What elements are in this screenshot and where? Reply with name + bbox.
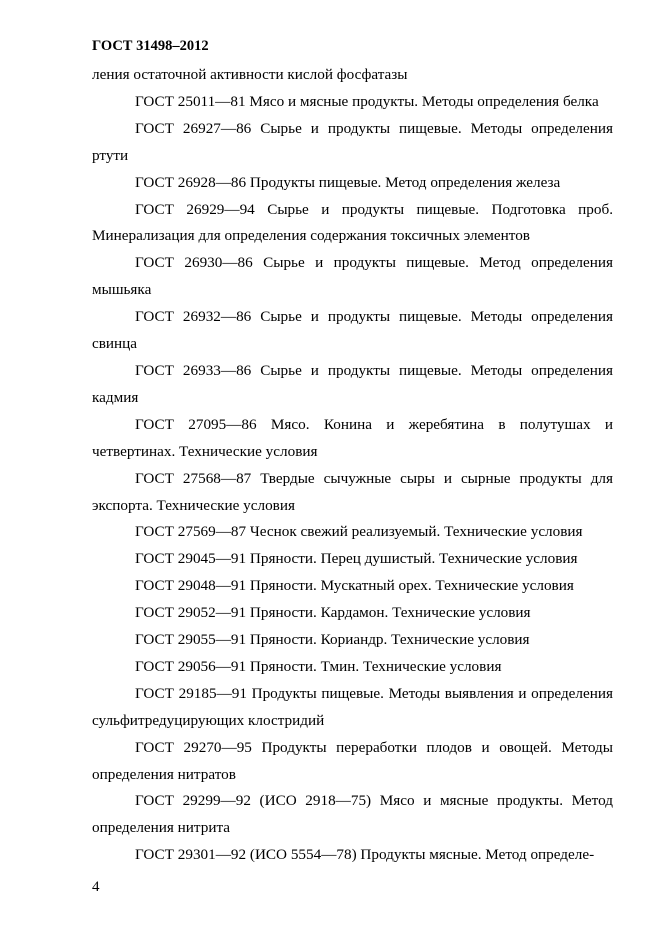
page-number: 4 [92,879,100,895]
reference-gost-26930: ГОСТ 26930—86 Сырье и продукты пищевые. Метод определения мышьяка [92,254,613,299]
paragraph-continuation: ления остаточной активности кислой фосфатазы [92,66,408,83]
reference-gost-27095: ГОСТ 27095—86 Мясо. Конина и жеребятина в полутушах и четвертинах. Технические условия [92,415,613,460]
reference-gost-29052: ГОСТ 29052—91 Пряности. Кардамон. Технические условия [135,604,531,622]
references-list [92,62,613,869]
reference-gost-26933: ГОСТ 26933—86 Сырье и продукты пищевые. Методы определения кадмия [92,361,613,406]
reference-gost-29270: ГОСТ 29270—95 Продукты переработки плодов и овощей. Методы определения нитратов [92,738,613,783]
reference-gost-29048: ГОСТ 29048—91 Пряности. Мускатный орех. Технические условия [135,577,574,595]
reference-gost-26929: ГОСТ 26929—94 Сырье и продукты пищевые. Подготовка проб. Минерализация для определения содержания токсичных элементов [92,200,613,245]
reference-gost-29185: ГОСТ 29185—91 Продукты пищевые. Методы выявления и определения сульфитредуцирующих клостридий [92,684,613,729]
reference-gost-27569: ГОСТ 27569—87 Чеснок свежий реализуемый. Технические условия [135,523,583,541]
reference-gost-26927: ГОСТ 26927—86 Сырье и продукты пищевые. Методы определения ртути [92,119,613,164]
page-header-standard-code: ГОСТ 31498–2012 [92,38,209,54]
reference-gost-27568: ГОСТ 27568—87 Твердые сычужные сыры и сырные продукты для экспорта. Технические условия [92,469,613,514]
reference-gost-26928: ГОСТ 26928—86 Продукты пищевые. Метод определения железа [135,173,561,191]
reference-gost-29045: ГОСТ 29045—91 Пряности. Перец душистый. Технические условия [135,550,578,568]
reference-gost-29301: ГОСТ 29301—92 (ИСО 5554—78) Продукты мясные. Метод определе- [135,846,595,864]
reference-gost-29055: ГОСТ 29055—91 Пряности. Кориандр. Технические условия [135,631,530,649]
reference-gost-29056: ГОСТ 29056—91 Пряности. Тмин. Технические условия [135,657,502,675]
reference-gost-29299: ГОСТ 29299—92 (ИСО 2918—75) Мясо и мясные продукты. Метод определения нитрита [92,792,613,837]
reference-gost-25011: ГОСТ 25011—81 Мясо и мясные продукты. Методы определения белка [135,92,599,110]
reference-gost-26932: ГОСТ 26932—86 Сырье и продукты пищевые. Методы определения свинца [92,308,613,353]
